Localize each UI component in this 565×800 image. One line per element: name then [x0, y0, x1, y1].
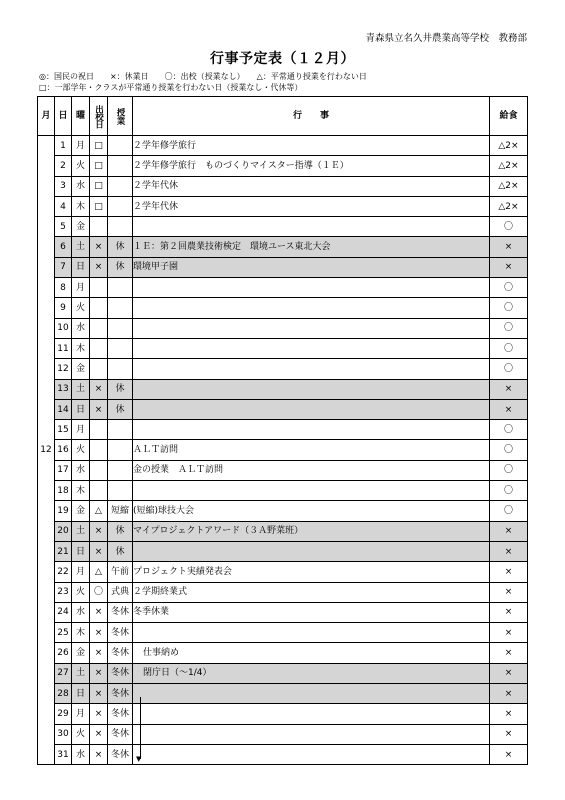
weekday-cell: 金 — [72, 217, 90, 237]
table-row — [38, 257, 528, 277]
event-cell: １Ｅ：第２回農業技術検定 環境ユース東北大会 — [133, 237, 490, 257]
attendance-cell — [90, 440, 108, 460]
weekday-header: 曜 — [72, 97, 90, 136]
lunch-cell: 〇 — [490, 217, 528, 237]
attendance-cell: × — [90, 643, 108, 663]
period-arrow-line — [140, 697, 141, 759]
event-cell — [133, 684, 490, 704]
event-cell — [133, 704, 490, 724]
event-cell — [133, 623, 490, 643]
attendance-cell: × — [90, 602, 108, 622]
event-cell: ＡＬＴ訪問 — [133, 440, 490, 460]
classes-cell: 冬休 — [108, 724, 133, 744]
day-cell: 14 — [55, 399, 72, 419]
day-cell: 29 — [55, 704, 72, 724]
lunch-cell: 〇 — [490, 481, 528, 501]
classes-cell: 冬休 — [108, 744, 133, 764]
lunch-header: 給食 — [490, 97, 528, 136]
event-cell: ２学年代休 — [133, 176, 490, 196]
attendance-cell: × — [90, 379, 108, 399]
classes-cell: 休 — [108, 521, 133, 541]
event-cell — [133, 278, 490, 298]
weekday-cell: 火 — [72, 156, 90, 176]
event-cell — [133, 724, 490, 744]
weekday-cell: 日 — [72, 684, 90, 704]
table-row — [38, 196, 528, 216]
weekday-cell: 金 — [72, 643, 90, 663]
attendance-cell: × — [90, 257, 108, 277]
day-cell: 21 — [55, 541, 72, 561]
event-cell: 仕事納め — [133, 643, 490, 663]
weekday-cell: 水 — [72, 176, 90, 196]
day-cell: 2 — [55, 156, 72, 176]
lunch-cell: 〇 — [490, 278, 528, 298]
lunch-cell: × — [490, 704, 528, 724]
table-row — [38, 237, 528, 257]
weekday-cell: 土 — [72, 663, 90, 683]
lunch-cell: × — [490, 237, 528, 257]
day-cell: 28 — [55, 684, 72, 704]
weekday-cell: 木 — [72, 623, 90, 643]
lunch-cell: △2× — [490, 196, 528, 216]
lunch-cell: × — [490, 663, 528, 683]
weekday-cell: 月 — [72, 420, 90, 440]
weekday-cell: 月 — [72, 562, 90, 582]
event-cell: 金の授業 ＡＬＴ訪問 — [133, 460, 490, 480]
day-cell: 18 — [55, 481, 72, 501]
weekday-cell: 土 — [72, 237, 90, 257]
event-cell — [133, 298, 490, 318]
lunch-cell: 〇 — [490, 440, 528, 460]
classes-cell — [108, 481, 133, 501]
month-header: 月 — [38, 97, 55, 136]
day-cell: 1 — [55, 136, 72, 156]
event-cell: (短縮)球技大会 — [133, 501, 490, 521]
attendance-cell: □ — [90, 136, 108, 156]
event-cell: プロジェクト実績発表会 — [133, 562, 490, 582]
event-cell — [133, 481, 490, 501]
classes-cell: 休 — [108, 257, 133, 277]
attendance-cell: □ — [90, 176, 108, 196]
attendance-cell: × — [90, 724, 108, 744]
lunch-cell: 〇 — [490, 501, 528, 521]
table-row — [38, 724, 528, 744]
weekday-cell: 木 — [72, 196, 90, 216]
weekday-cell: 土 — [72, 379, 90, 399]
lunch-cell: × — [490, 521, 528, 541]
classes-cell — [108, 156, 133, 176]
attendance-cell — [90, 298, 108, 318]
day-cell: 11 — [55, 338, 72, 358]
classes-cell — [108, 176, 133, 196]
classes-cell — [108, 338, 133, 358]
events-header: 行 事 — [133, 97, 490, 136]
attendance-cell: × — [90, 623, 108, 643]
attendance-cell: × — [90, 744, 108, 764]
weekday-cell: 火 — [72, 298, 90, 318]
event-cell: ２学年修学旅行 ものづくりマイスター指導（１Ｅ） — [133, 156, 490, 176]
day-cell: 5 — [55, 217, 72, 237]
weekday-cell: 火 — [72, 582, 90, 602]
month-cell: 12 — [38, 136, 55, 765]
weekday-cell: 金 — [72, 501, 90, 521]
event-cell — [133, 541, 490, 561]
attendance-cell — [90, 338, 108, 358]
day-cell: 27 — [55, 663, 72, 683]
classes-cell — [108, 217, 133, 237]
attendance-cell: × — [90, 541, 108, 561]
attendance-cell — [90, 420, 108, 440]
lunch-cell: × — [490, 602, 528, 622]
table-row — [38, 663, 528, 683]
weekday-cell: 土 — [72, 521, 90, 541]
table-row — [38, 217, 528, 237]
day-cell: 13 — [55, 379, 72, 399]
day-cell: 4 — [55, 196, 72, 216]
classes-header: 授業 — [108, 97, 133, 136]
day-cell: 26 — [55, 643, 72, 663]
legend-line-1: ◎：国民の祝日 ×：休業日 〇：出校（授業なし） △：平常通り授業を行わない日 — [39, 72, 367, 81]
day-cell: 19 — [55, 501, 72, 521]
table-row — [38, 684, 528, 704]
attendance-cell: × — [90, 399, 108, 419]
day-cell: 22 — [55, 562, 72, 582]
lunch-cell: × — [490, 643, 528, 663]
classes-cell: 冬休 — [108, 663, 133, 683]
table-row — [38, 501, 528, 521]
weekday-cell: 木 — [72, 338, 90, 358]
lunch-cell: × — [490, 541, 528, 561]
table-row — [38, 602, 528, 622]
legend-line-2: □：一部学年・クラスが平常通り授業を行わない日（授業なし・代休等） — [39, 83, 303, 92]
attendance-cell: × — [90, 237, 108, 257]
table-row — [38, 298, 528, 318]
table-row — [38, 582, 528, 602]
weekday-cell: 火 — [72, 440, 90, 460]
weekday-cell: 水 — [72, 744, 90, 764]
lunch-cell: × — [490, 582, 528, 602]
weekday-cell: 月 — [72, 704, 90, 724]
lunch-cell: 〇 — [490, 338, 528, 358]
lunch-cell: × — [490, 562, 528, 582]
event-cell — [133, 399, 490, 419]
day-cell: 12 — [55, 359, 72, 379]
event-cell: マイプロジェクトアワード（３Ａ野菜班） — [133, 521, 490, 541]
attendance-cell: × — [90, 684, 108, 704]
weekday-cell: 水 — [72, 318, 90, 338]
event-cell — [133, 379, 490, 399]
lunch-cell: 〇 — [490, 298, 528, 318]
lunch-cell: 〇 — [490, 420, 528, 440]
day-cell: 7 — [55, 257, 72, 277]
weekday-cell: 月 — [72, 278, 90, 298]
attendance-cell: □ — [90, 196, 108, 216]
attendance-cell: □ — [90, 156, 108, 176]
attendance-header: 出校日 — [90, 97, 108, 136]
lunch-cell: × — [490, 399, 528, 419]
classes-cell: 式典 — [108, 582, 133, 602]
schedule-table — [37, 96, 528, 765]
event-cell: ２学年代休 — [133, 196, 490, 216]
lunch-cell: △2× — [490, 136, 528, 156]
table-row — [38, 176, 528, 196]
day-cell: 30 — [55, 724, 72, 744]
attendance-cell: △ — [90, 562, 108, 582]
classes-cell — [108, 460, 133, 480]
weekday-cell: 月 — [72, 136, 90, 156]
event-cell: 冬季休業 — [133, 602, 490, 622]
event-cell — [133, 217, 490, 237]
weekday-cell: 木 — [72, 481, 90, 501]
attendance-cell: × — [90, 704, 108, 724]
weekday-cell: 日 — [72, 257, 90, 277]
event-cell — [133, 359, 490, 379]
day-cell: 23 — [55, 582, 72, 602]
weekday-cell: 水 — [72, 602, 90, 622]
classes-cell — [108, 440, 133, 460]
table-row — [38, 643, 528, 663]
day-cell: 8 — [55, 278, 72, 298]
event-cell — [133, 318, 490, 338]
weekday-cell: 金 — [72, 359, 90, 379]
day-cell: 25 — [55, 623, 72, 643]
table-row — [38, 623, 528, 643]
weekday-cell: 水 — [72, 460, 90, 480]
event-cell — [133, 420, 490, 440]
table-row — [38, 359, 528, 379]
classes-cell — [108, 420, 133, 440]
event-cell: ２学年修学旅行 — [133, 136, 490, 156]
lunch-cell: 〇 — [490, 359, 528, 379]
table-row — [38, 278, 528, 298]
classes-cell: 冬休 — [108, 643, 133, 663]
classes-cell: 休 — [108, 379, 133, 399]
attendance-cell — [90, 359, 108, 379]
day-cell: 16 — [55, 440, 72, 460]
weekday-cell: 日 — [72, 399, 90, 419]
table-row — [38, 440, 528, 460]
day-cell: 20 — [55, 521, 72, 541]
day-cell: 10 — [55, 318, 72, 338]
table-header-row — [38, 97, 528, 136]
event-cell — [133, 338, 490, 358]
event-cell: 閉庁日（～1/4） — [133, 663, 490, 683]
table-row — [38, 399, 528, 419]
page-title: 行事予定表（１２月） — [210, 51, 355, 67]
classes-cell: 休 — [108, 237, 133, 257]
attendance-cell — [90, 481, 108, 501]
weekday-cell: 日 — [72, 541, 90, 561]
table-row — [38, 744, 528, 764]
table-row — [38, 338, 528, 358]
day-cell: 15 — [55, 420, 72, 440]
table-row — [38, 541, 528, 561]
table-row — [38, 379, 528, 399]
table-row — [38, 521, 528, 541]
day-header: 日 — [55, 97, 72, 136]
lunch-cell: × — [490, 744, 528, 764]
classes-cell: 休 — [108, 541, 133, 561]
table-row — [38, 562, 528, 582]
down-arrow-icon: ▼ — [136, 755, 142, 763]
attendance-cell — [90, 217, 108, 237]
lunch-cell: × — [490, 257, 528, 277]
table-row — [38, 704, 528, 724]
lunch-cell: 〇 — [490, 318, 528, 338]
classes-cell: 冬休 — [108, 623, 133, 643]
classes-cell: 午前 — [108, 562, 133, 582]
lunch-cell: × — [490, 724, 528, 744]
event-cell — [133, 744, 490, 764]
day-cell: 24 — [55, 602, 72, 622]
table-row — [38, 318, 528, 338]
lunch-cell: × — [490, 379, 528, 399]
lunch-cell: 〇 — [490, 460, 528, 480]
table-row — [38, 460, 528, 480]
attendance-cell: △ — [90, 501, 108, 521]
table-row — [38, 156, 528, 176]
weekday-cell: 火 — [72, 724, 90, 744]
classes-cell — [108, 136, 133, 156]
lunch-cell: × — [490, 623, 528, 643]
table-row — [38, 136, 528, 156]
attendance-cell: × — [90, 521, 108, 541]
classes-cell: 休 — [108, 399, 133, 419]
event-cell: 環境甲子園 — [133, 257, 490, 277]
classes-cell — [108, 298, 133, 318]
day-cell: 3 — [55, 176, 72, 196]
classes-cell — [108, 278, 133, 298]
lunch-cell: △2× — [490, 176, 528, 196]
attendance-cell — [90, 278, 108, 298]
organization-label: 青森県立名久井農業高等学校 教務部 — [365, 33, 527, 44]
classes-cell — [108, 196, 133, 216]
day-cell: 6 — [55, 237, 72, 257]
lunch-cell: × — [490, 684, 528, 704]
lunch-cell: △2× — [490, 156, 528, 176]
day-cell: 9 — [55, 298, 72, 318]
attendance-cell: × — [90, 663, 108, 683]
classes-cell: 短縮 — [108, 501, 133, 521]
classes-cell: 冬休 — [108, 704, 133, 724]
classes-cell — [108, 318, 133, 338]
attendance-cell — [90, 318, 108, 338]
classes-cell: 冬休 — [108, 684, 133, 704]
day-cell: 31 — [55, 744, 72, 764]
classes-cell: 冬休 — [108, 602, 133, 622]
table-row — [38, 420, 528, 440]
attendance-cell — [90, 460, 108, 480]
classes-cell — [108, 359, 133, 379]
day-cell: 17 — [55, 460, 72, 480]
table-row — [38, 481, 528, 501]
event-cell: ２学期終業式 — [133, 582, 490, 602]
attendance-cell: 〇 — [90, 582, 108, 602]
